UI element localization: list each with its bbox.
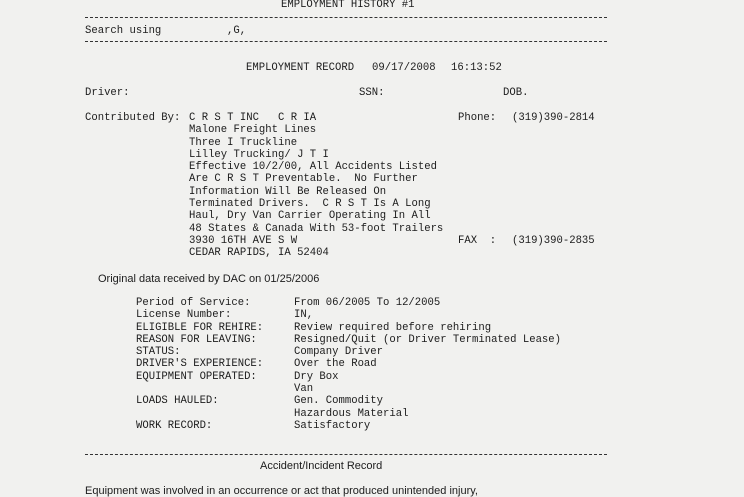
detail-value: Satisfactory: [294, 419, 371, 432]
separator-accident: [85, 454, 607, 455]
fax-number: (319)390-2835: [512, 235, 595, 247]
detail-value: Hazardous Material: [294, 407, 409, 420]
detail-value: Resigned/Quit (or Driver Terminated Lease): [294, 333, 562, 346]
fax-label: FAX :: [458, 235, 497, 247]
detail-value: Gen. Commodity: [294, 395, 384, 408]
contributor-line: 48 States & Canada With 53-foot Trailers: [189, 222, 444, 235]
detail-label: DRIVER'S EXPERIENCE:: [136, 358, 264, 371]
contributor-line: Terminated Drivers. C R S T Is A Long: [189, 198, 431, 211]
detail-value: IN,: [294, 309, 314, 322]
search-value: ,G,: [227, 25, 247, 37]
detail-value: Over the Road: [294, 358, 377, 371]
contributor-line: Information Will Be Released On: [189, 185, 387, 198]
contributed-by-label: Contributed By:: [85, 112, 181, 124]
accident-record-title: Accident/Incident Record: [260, 460, 383, 472]
detail-row: [136, 395, 596, 407]
detail-value: From 06/2005 To 12/2005: [294, 297, 441, 309]
detail-label: WORK RECORD:: [136, 419, 213, 432]
detail-value: Dry Box: [294, 370, 339, 383]
record-date: 09/17/2008: [372, 62, 436, 74]
contributor-address-block: [189, 112, 443, 260]
detail-value: Company Driver: [294, 346, 384, 359]
employment-history-title: EMPLOYMENT HISTORY #1: [281, 0, 415, 11]
accident-record-text: Equipment was involved in an occurrence or act that produced unintended injury,: [85, 485, 478, 497]
contributor-line: Haul, Dry Van Carrier Operating In All: [189, 210, 431, 223]
detail-row: [136, 346, 596, 358]
record-time: 16:13:52: [451, 62, 502, 74]
contributor-line: Three I Truckline: [189, 136, 298, 149]
detail-row: [136, 309, 596, 321]
detail-row: [136, 297, 596, 309]
employment-record-title: EMPLOYMENT RECORD: [246, 62, 355, 74]
contributor-line: Lilley Trucking/ J T I: [189, 148, 329, 161]
employment-details-table: [136, 297, 596, 432]
detail-label: STATUS:: [136, 346, 181, 359]
original-data-note: Original data received by DAC on 01/25/2006: [98, 273, 320, 285]
detail-label: License Number:: [136, 309, 232, 322]
detail-label: REASON FOR LEAVING:: [136, 333, 257, 346]
contributor-line: C R S T INC C R IA: [189, 112, 317, 124]
detail-row: [136, 358, 596, 370]
driver-label: Driver:: [85, 87, 130, 99]
detail-row: [136, 383, 596, 395]
detail-label: EQUIPMENT OPERATED:: [136, 370, 257, 383]
separator-search: [85, 41, 607, 42]
ssn-label: SSN:: [359, 87, 385, 99]
phone-label: Phone:: [458, 112, 497, 124]
contributor-line: CEDAR RAPIDS, IA 52404: [189, 247, 329, 260]
detail-row: [136, 334, 596, 346]
contributor-line: Effective 10/2/00, All Accidents Listed: [189, 161, 437, 174]
detail-row: [136, 408, 596, 420]
dob-label: DOB.: [503, 87, 529, 99]
phone-number: (319)390-2814: [512, 112, 595, 124]
contributor-line: Malone Freight Lines: [189, 124, 317, 137]
detail-label: LOADS HAULED:: [136, 395, 219, 408]
contributor-line: Are C R S T Preventable. No Further: [189, 173, 418, 186]
detail-row: [136, 322, 596, 334]
contributor-line: 3930 16TH AVE S W: [189, 234, 298, 247]
detail-value: Review required before rehiring: [294, 321, 492, 334]
detail-label: ELIGIBLE FOR REHIRE:: [136, 321, 264, 334]
search-label: Search using: [85, 25, 162, 37]
separator-top: [85, 17, 607, 18]
detail-label: Period of Service:: [136, 297, 251, 309]
detail-row: [136, 371, 596, 383]
detail-value: Van: [294, 383, 314, 396]
detail-row: [136, 420, 596, 432]
